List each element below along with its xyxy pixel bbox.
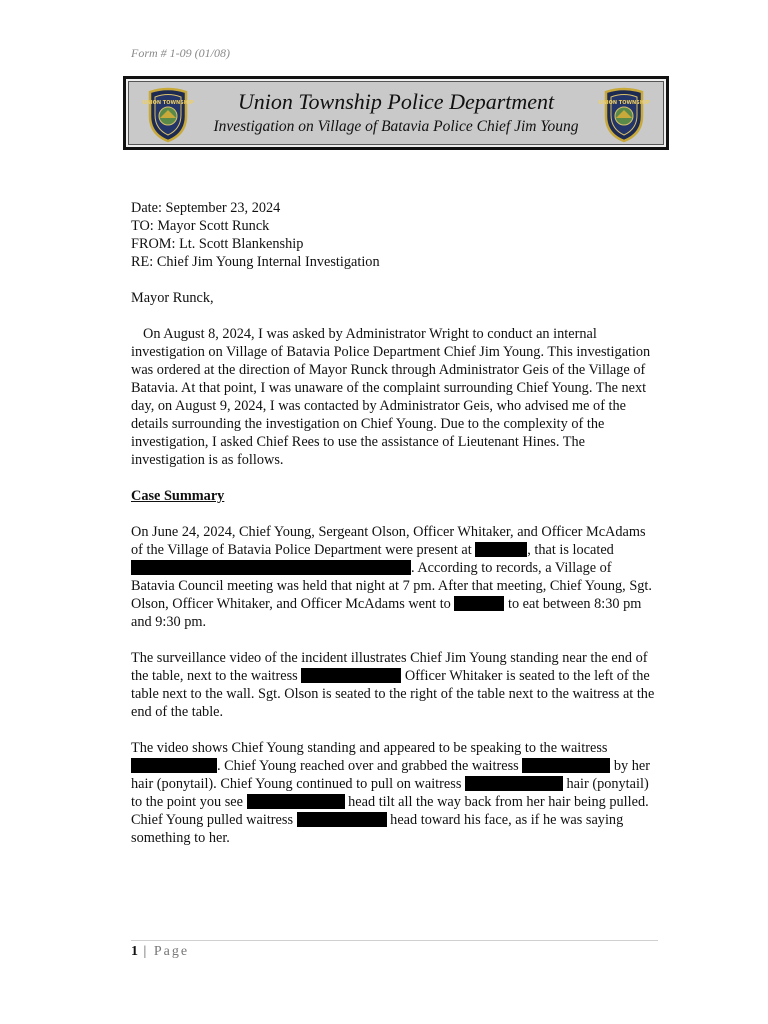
summary-paragraph-2 xyxy=(131,649,656,721)
redaction-box xyxy=(454,596,504,611)
memo-date: Date: September 23, 2024 xyxy=(131,200,281,216)
investigation-subtitle: Investigation on Village of Batavia Police Chief Jim Young xyxy=(213,118,579,135)
redaction-box xyxy=(301,668,401,683)
memo-body xyxy=(131,199,656,847)
text-run: head tilt all the way back from her hair being pulled. Chief Young pulled waitress xyxy=(131,794,649,828)
redaction-box xyxy=(131,758,217,773)
footer-divider xyxy=(131,940,658,941)
text-run: The surveillance video of the incident illustrates Chief Jim Young standing near the end of the table, next to the waitress xyxy=(131,650,648,684)
redaction-box xyxy=(475,542,527,557)
badge-text: UNION TOWNSHIP xyxy=(598,100,650,106)
department-title: Union Township Police Department xyxy=(237,89,555,114)
salutation: Mayor Runck, xyxy=(131,290,214,306)
text-run: The video shows Chief Young standing and appeared to be speaking to the waitress xyxy=(131,740,608,756)
redaction-box xyxy=(247,794,345,809)
text-run: to eat between 8:30 pm and 9:30 pm. xyxy=(131,596,642,630)
header-banner xyxy=(123,76,669,150)
text-run: . According to records, a Village of Batavia Council meeting was held that night at 7 pm. After that meeting, Chief Young, Sgt. Olson, Officer Whitaker, and Officer McAdams went to xyxy=(131,560,652,612)
text-run: head toward his face, as if he was saying something to her. xyxy=(131,812,624,846)
text-run: hair (ponytail) to the point you see xyxy=(131,776,649,810)
redaction-box xyxy=(465,776,563,791)
text-run: Officer Whitaker is seated to the left of the table next to the wall. Sgt. Olson is seated to the right of the table next to the waitress at the end of the table. xyxy=(131,668,655,720)
text-run: by her hair (ponytail). Chief Young continued to pull on waitress xyxy=(131,758,651,792)
redaction-box xyxy=(297,812,387,827)
redaction-box xyxy=(131,560,411,575)
form-number: Form # 1-09 (01/08) xyxy=(131,46,230,60)
page-number: 1 xyxy=(131,944,138,959)
text-run: . Chief Young reached over and grabbed the waitress xyxy=(217,758,523,774)
memo-re: RE: Chief Jim Young Internal Investigation xyxy=(131,254,380,270)
text-run: , that is located xyxy=(527,542,614,558)
section-heading: Case Summary xyxy=(131,488,225,504)
redaction-box xyxy=(522,758,610,773)
footer-separator: | xyxy=(143,944,149,959)
summary-paragraph-3 xyxy=(131,739,656,847)
page-footer xyxy=(131,944,189,960)
intro-paragraph: On August 8, 2024, I was asked by Administrator Wright to conduct an internal investigation on Village of Batavia Police Department Chief Jim Young. This investigation was ordered at the direction of Mayor Runck through Administrator Geis of the Village of Batavia. At that point, I was unaware of the complaint surrounding Chief Young. The next day, on August 9, 2024, I was contacted by Administrator Geis, who advised me of the details surrounding the investigation on Chief Young. Due to the complexity of the investigation, I asked Chief Rees to use the assistance of Lieutenant Hines. The investigation is as follows. xyxy=(131,326,651,468)
page-label: Page xyxy=(153,944,190,959)
badge-text: UNION TOWNSHIP xyxy=(142,100,194,106)
text-run: On June 24, 2024, Chief Young, Sergeant Olson, Officer Whitaker, and Officer McAdams of the Village of Batavia Police Department were present at xyxy=(131,524,646,558)
police-badge-icon xyxy=(598,86,650,142)
memo-to: TO: Mayor Scott Runck xyxy=(131,218,270,234)
summary-paragraph-1 xyxy=(131,523,656,631)
memo-from: FROM: Lt. Scott Blankenship xyxy=(131,236,304,252)
